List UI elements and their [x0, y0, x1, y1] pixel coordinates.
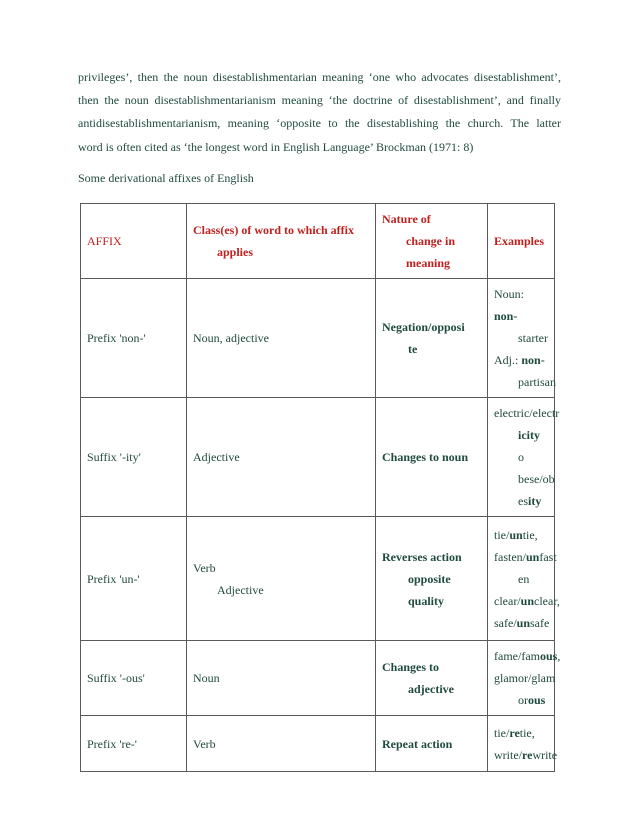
class-cell: [187, 398, 376, 517]
paragraph-line: privileges’, then the noun disestablishmentarian meaning ‘one who advocates disestablishment’,: [78, 70, 561, 84]
example-text: Noun:: [494, 287, 524, 301]
affix-text: Prefix 'non-': [87, 331, 146, 345]
table-caption: Some derivational affixes of English: [78, 171, 254, 185]
example-line: [494, 468, 555, 490]
examples-cell: [488, 279, 555, 398]
example-text: starter: [518, 331, 548, 345]
affix-cell: [81, 716, 187, 772]
class-text: Verb: [193, 560, 216, 575]
header-nature: [376, 204, 488, 279]
example-line: [494, 283, 548, 327]
body-paragraph: [78, 66, 561, 159]
example-affix: non-: [494, 309, 518, 323]
example-line: [494, 402, 560, 424]
nature-text: adjective: [408, 682, 454, 696]
examples-cell: [488, 716, 558, 772]
table-header-row: [81, 204, 555, 279]
example-line: [494, 744, 558, 766]
example-line: [494, 568, 548, 590]
class-text: Adjective: [193, 450, 240, 464]
example-text: tie/: [494, 725, 510, 740]
example-affix: icity: [518, 428, 540, 442]
header-class-line: applies: [217, 245, 254, 259]
example-affix: un: [509, 527, 523, 542]
table-body: [81, 279, 561, 772]
example-text: fasten/: [494, 549, 526, 564]
nature-text: Changes to noun: [382, 450, 469, 464]
nature-cell: [376, 716, 488, 772]
example-text: glamor/glam: [494, 671, 556, 685]
example-line: [494, 327, 548, 349]
paragraph-line: antidisestablishmentarianism, meaning ‘opposite to the disestablishing the church. The latter: [78, 116, 561, 131]
nature-text: Changes to: [382, 660, 440, 674]
nature-cell: [376, 279, 488, 398]
affix-cell: [81, 279, 187, 398]
example-line: [494, 349, 548, 371]
example-affix: un: [520, 593, 535, 608]
example-affix: ity: [528, 494, 542, 508]
example-affix: un: [516, 615, 531, 630]
table-row: [81, 279, 555, 398]
header-affix-label: AFFIX: [87, 234, 122, 248]
example-text: or: [518, 693, 528, 707]
affix-table: [80, 203, 561, 772]
example-text: safe/: [494, 615, 517, 630]
example-line: [494, 689, 548, 711]
examples-cell: [488, 398, 560, 517]
example-affix: non-: [521, 353, 545, 367]
example-line: [494, 371, 556, 393]
example-line: [494, 490, 548, 512]
class-text: Noun, adjective: [193, 331, 269, 345]
nature-cell: [376, 641, 488, 716]
paragraph-line: then the noun disestablishmentarianism meaning ‘the doctrine of disestablishment’, and finally: [78, 93, 561, 108]
example-text: en: [518, 571, 530, 586]
affix-text: Prefix 'un-': [87, 571, 140, 586]
affix-text: Suffix '-ity': [87, 450, 141, 464]
class-text: Adjective: [217, 582, 264, 597]
example-text: es: [518, 494, 528, 508]
example-text: o: [518, 450, 524, 464]
example-text: clear/: [494, 593, 521, 608]
example-affix: re: [522, 747, 533, 762]
header-examples: [488, 204, 555, 279]
class-text: Verb: [193, 736, 216, 751]
table-row: [81, 641, 555, 716]
example-text: fame/fam: [494, 649, 540, 663]
example-text: clear,: [534, 593, 560, 608]
header-nature-line: change in: [406, 234, 456, 248]
example-text: tie,: [522, 527, 538, 542]
example-line: [494, 590, 560, 612]
nature-cell: [376, 398, 488, 517]
example-text: tie/: [494, 527, 510, 542]
example-text: fast: [539, 549, 557, 564]
header-nature-line: meaning: [406, 256, 451, 270]
example-text: Adj.:: [494, 353, 522, 367]
example-text: ,: [557, 649, 561, 663]
nature-text: opposite: [408, 571, 451, 586]
example-affix: re: [509, 725, 520, 740]
example-line: [494, 667, 556, 689]
table-row: [81, 517, 555, 641]
affix-cell: [81, 517, 187, 641]
example-line: [494, 546, 557, 568]
nature-text: quality: [408, 593, 445, 608]
class-text: Noun: [193, 671, 220, 685]
header-affix: [81, 204, 187, 279]
example-text: bese/ob: [518, 472, 555, 486]
table-row: [81, 398, 555, 517]
example-text: safe: [530, 615, 550, 630]
examples-cell: [488, 641, 561, 716]
class-cell: [187, 279, 376, 398]
example-affix: ous: [528, 693, 546, 707]
example-line: [494, 424, 548, 468]
example-text: electric/electr: [494, 406, 560, 420]
class-cell: [187, 716, 376, 772]
example-line: [494, 645, 561, 667]
example-text: write: [532, 747, 558, 762]
table-row: [81, 716, 555, 772]
nature-cell: [376, 517, 488, 641]
affix-cell: [81, 398, 187, 517]
example-affix: ous: [539, 649, 558, 663]
example-text: tie,: [519, 725, 535, 740]
example-text: partisan: [518, 375, 556, 389]
header-class: [187, 204, 376, 279]
nature-text: Negation/opposi: [382, 320, 465, 334]
nature-text: Repeat action: [382, 736, 453, 751]
nature-text: Reverses action: [382, 549, 462, 564]
affix-text: Prefix 're-': [87, 736, 137, 751]
affix-cell: [81, 641, 187, 716]
header-nature-line: Nature of: [382, 212, 431, 226]
affix-text: Suffix '-ous': [87, 671, 145, 685]
nature-text: te: [408, 342, 418, 356]
example-line: [494, 524, 548, 546]
paragraph-line: word is often cited as ‘the longest word in English Language’ Brockman (1971: 8): [78, 139, 474, 154]
example-text: write/: [494, 747, 522, 762]
class-cell: [187, 641, 376, 716]
example-affix: un: [526, 549, 540, 564]
example-line: [494, 722, 548, 744]
example-line: [494, 612, 548, 634]
class-cell: [187, 517, 376, 641]
examples-cell: [488, 517, 560, 641]
header-class-line: Class(es) of word to which affix: [193, 223, 354, 237]
header-examples-label: Examples: [494, 234, 545, 248]
